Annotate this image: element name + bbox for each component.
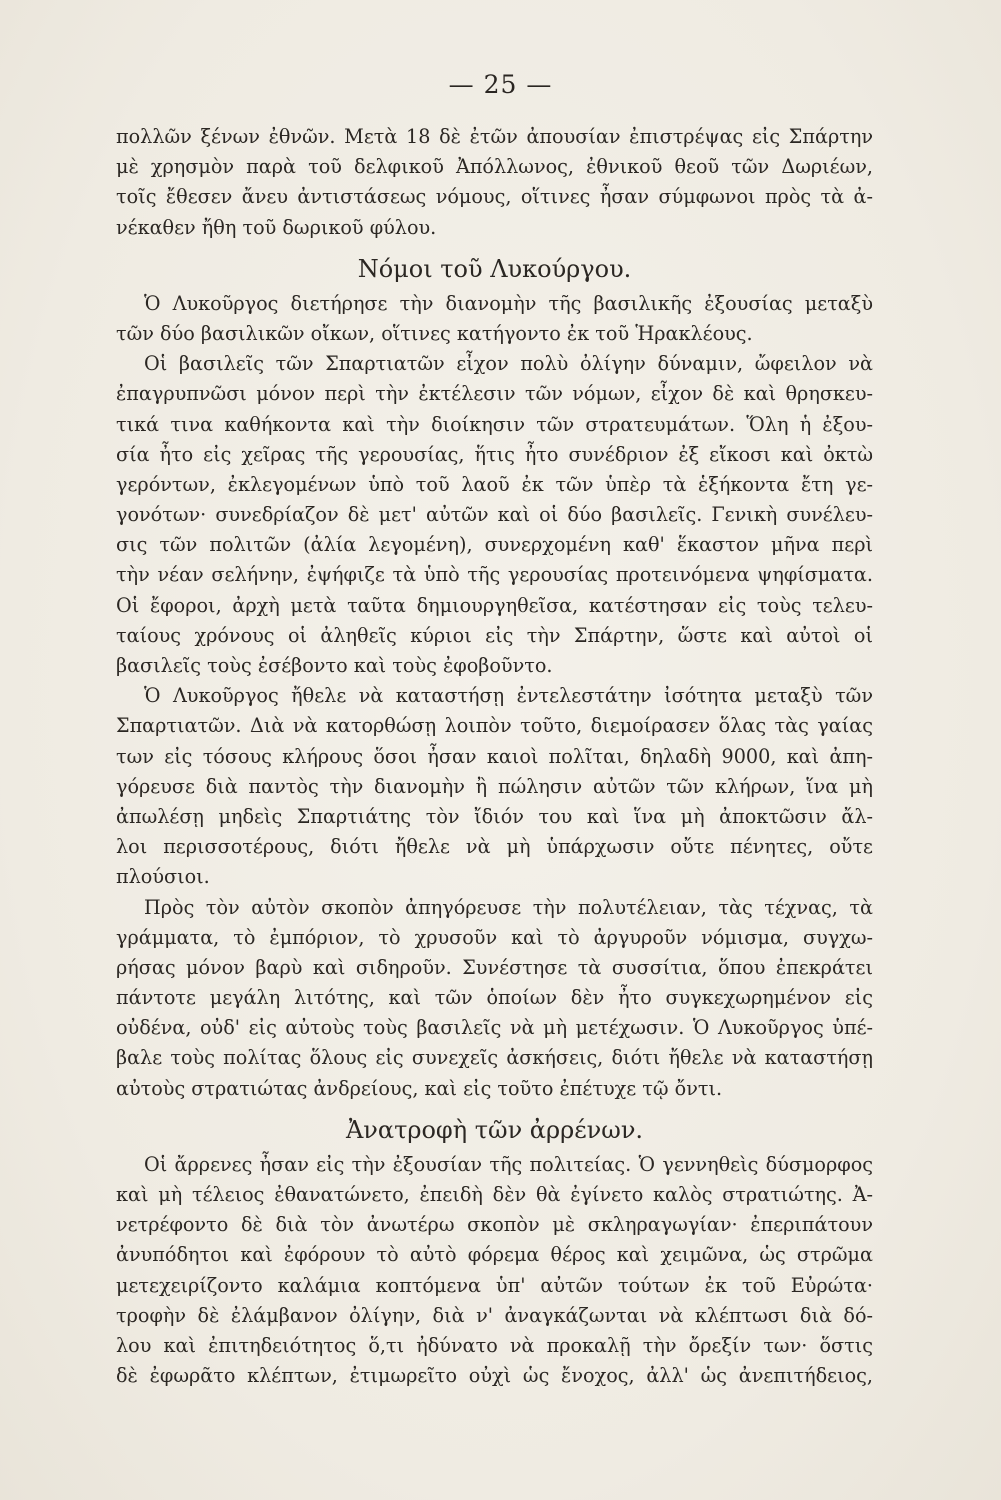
text-line: Ὁ Λυκοῦργος ἤθελε νὰ καταστήσῃ ἐντελεστάτην ἰσότητα μεταξὺ τῶν [144,684,873,708]
text-line: Οἱ βασιλεῖς τῶν Σπαρτιατῶν εἶχον πολὺ ὀλίγην δύναμιν, ὤφειλον νὰ [144,352,873,376]
text-line: τροφὴν δὲ ἐλάμβανον ὀλίγην, διὰ ν' ἀναγκάζωνται νὰ κλέπτωσι διὰ δό- [116,1303,873,1327]
text-line: οὐδένα, οὐδ' εἰς αὐτοὺς τοὺς βασιλεῖς νὰ μὴ μετέχωσιν. Ὁ Λυκοῦργος ὑπέ- [116,1016,873,1040]
text-line: δὲ ἐφωρᾶτο κλέπτων, ἐτιμωρεῖτο οὐχὶ ὡς ἔνοχος, ἀλλ' ὡς ἀνεπιτήδειος, [116,1364,873,1388]
text-line: γράμματα, τὸ ἐμπόριον, τὸ χρυσοῦν καὶ τὸ ἀργυροῦν νόμισμα, συγχω- [116,925,873,949]
text-line: ἀπωλέσῃ μηδεὶς Σπαρτιάτης τὸν ἴδιόν του καὶ ἵνα μὴ ἀποκτῶσιν ἄλ- [116,804,873,828]
text-line: τικά τινα καθήκοντα καὶ τὴν διοίκησιν τῶν στρατευμάτων. Ὅλη ἡ ἐξου- [116,412,873,436]
text-line: μὲ χρησμὸν παρὰ τοῦ δελφικοῦ Ἀπόλλωνος, ἐθνικοῦ θεοῦ τῶν Δωριέων, [116,155,873,179]
text-line: σις τῶν πολιτῶν (ἀλία λεγομένη), συνερχομένη καθ' ἕκαστον μῆνα περὶ [116,533,873,557]
text-line: νέκαθεν ἤθη τοῦ δωρικοῦ φύλου. [116,215,437,239]
text-line: γόρευσε διὰ παντὸς τὴν διανομὴν ἢ πώλησιν αὐτῶν τῶν κλήρων, ἵνα μὴ [116,774,873,798]
section-upbringing [116,1150,873,1392]
text-line: λου καὶ ἐπιτηδειότητος ὅ,τι ἠδύνατο νὰ προκαλῇ τὴν ὄρεξίν των· ὅστις [116,1333,873,1357]
page-body [116,122,873,1391]
text-line: γονότων· συνεδρίαζον δὲ μετ' αὐτῶν καὶ οἱ δύο βασιλεῖς. Γενικὴ συνέλευ- [116,503,873,527]
text-line: γερόντων, ἐκλεγομένων ὑπὸ τοῦ λαοῦ ἐκ τῶν ὑπὲρ τὰ ἑξήκοντα ἔτη γε- [116,472,873,496]
text-line: πάντοτε μεγάλη λιτότης, καὶ τῶν ὁποίων δὲν ἦτο συγκεχωρημένον εἰς [116,986,873,1010]
text-line: Σπαρτιατῶν. Διὰ νὰ κατορθώσῃ λοιπὸν τοῦτο, διεμοίρασεν ὅλας τὰς γαίας [116,714,873,738]
text-line: ἀνυπόδητοι καὶ ἐφόρουν τὸ αὐτὸ φόρεμα θέρος καὶ χειμῶνα, ὡς στρῶμα [116,1243,873,1267]
page-number: — 25 — [448,70,553,99]
section-laws [116,289,873,1104]
text-line: Ὁ Λυκοῦργος διετήρησε τὴν διανομὴν τῆς βασιλικῆς ἐξουσίας μεταξὺ [144,291,873,315]
intro-paragraph [116,122,873,243]
text-line: καὶ μὴ τέλειος ἐθανατώνετο, ἐπειδὴ δὲν θὰ ἐγίνετο καλὸς στρατιώτης. Ἀ- [116,1183,873,1206]
text-line: πλούσιοι. [116,865,210,889]
text-line: βασιλεῖς τοὺς ἐσέβοντο καὶ τοὺς ἐφοβοῦντο. [116,654,553,677]
text-line: Πρὸς τὸν αὐτὸν σκοπὸν ἀπηγόρευσε τὴν πολυτέλειαν, τὰς τέχνας, τὰ [144,895,873,919]
text-line: πολλῶν ξένων ἐθνῶν. Μετὰ 18 δὲ ἐτῶν ἀπουσίαν ἐπιστρέψας εἰς Σπάρτην [116,125,873,148]
text-line: Οἱ ἔφοροι, ἀρχὴ μετὰ ταῦτα δημιουργηθεῖσα, κατέστησαν εἰς τοὺς τελευ- [116,593,873,617]
text-line: ρήσας μόνον βαρὺ καὶ σιδηροῦν. Συνέστησε τὰ συσσίτια, ὅπου ἐπεκράτει [116,955,873,979]
text-line: των εἰς τόσους κλήρους ὅσοι ἦσαν καιοὶ πολῖται, δηλαδὴ 9000, καὶ ἀπη- [116,744,873,768]
text-line: βαλε τοὺς πολίτας ὅλους εἰς συνεχεῖς ἀσκήσεις, διότι ἤθελε νὰ καταστήσῃ [116,1046,873,1070]
text-line: τῶν δύο βασιλικῶν οἴκων, οἵτινες κατήγοντο ἐκ τοῦ Ἡρακλέους. [116,321,753,345]
text-line: λοι περισσοτέρους, διότι ἤθελε νὰ μὴ ὑπάρχωσιν οὔτε πένητες, οὔτε [116,835,873,859]
text-line: τοῖς ἔθεσεν ἄνευ ἀντιστάσεως νόμους, οἵτινες ἦσαν σύμφωνοι πρὸς τὰ ἀ- [116,185,873,209]
text-line: σία ἦτο εἰς χεῖρας τῆς γερουσίας, ἥτις ἦτο συνέδριον ἐξ εἴκοσι καὶ ὀκτὼ [116,442,873,466]
text-line: ἐπαγρυπνῶσι μόνον περὶ τὴν ἐκτέλεσιν τῶν νόμων, εἶχον δὲ καὶ θρησκευ- [116,382,873,406]
text-line: ταίους χρόνους οἱ ἀληθεῖς κύριοι εἰς τὴν Σπάρτην, ὥστε καὶ αὐτοὶ οἱ [116,623,873,647]
text-line: νετρέφοντο δὲ διὰ τὸν ἀνωτέρω σκοπὸν μὲ σκληραγωγίαν· ἐπεριπάτουν [116,1213,873,1237]
section-heading: Νόμοι τοῦ Λυκούργου. [357,254,632,283]
text-line: αὐτοὺς στρατιώτας ἀνδρείους, καὶ εἰς τοῦτο ἐπέτυχε τῷ ὄντι. [116,1076,723,1100]
text-line: μετεχειρίζοντο καλάμια κοπτόμενα ὑπ' αὐτῶν τούτων ἐκ τοῦ Εὐρώτα· [116,1273,873,1297]
text-line: τὴν νέαν σελήνην, ἐψήφιζε τὰ ὑπὸ τῆς γερουσίας προτεινόμενα ψηφίσματα. [116,563,873,587]
section-heading: Ἀνατροφὴ τῶν ἀρρένων. [345,1115,644,1144]
text-line: Οἱ ἄρρενες ἦσαν εἰς τὴν ἐξουσίαν τῆς πολιτείας. Ὁ γεννηθεὶς δύσμορφος [144,1152,873,1176]
